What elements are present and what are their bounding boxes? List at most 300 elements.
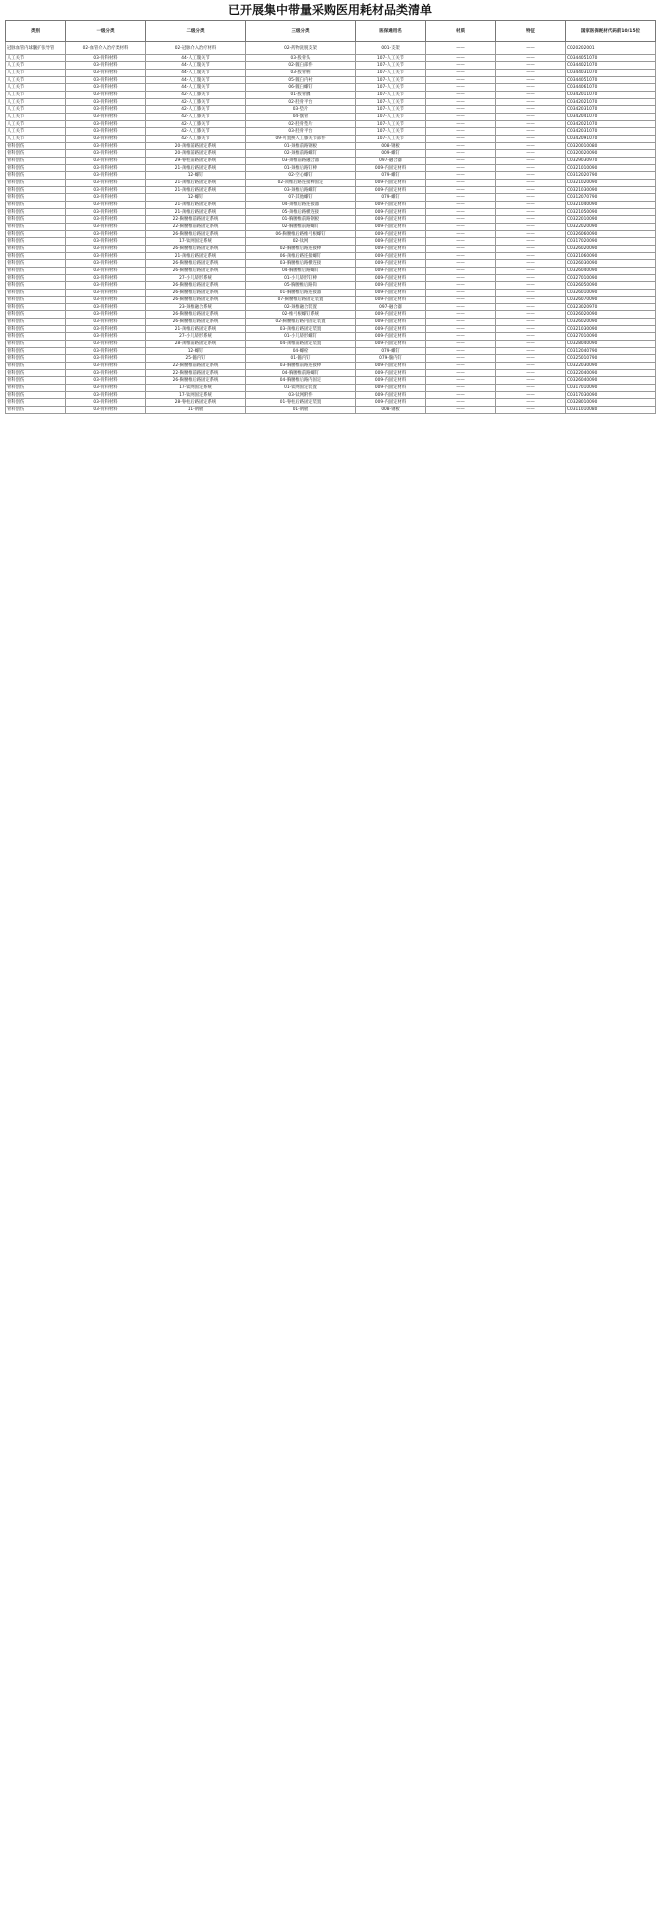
cell-category: 骨科创伤 [6, 399, 66, 406]
cell-level1: 03-骨科材料 [66, 113, 146, 120]
cell-level3: 01-脊柱后路固定装置 [246, 399, 356, 406]
table-row [6, 238, 656, 245]
cell-level2: 21-颈椎后路固定系统 [146, 201, 246, 208]
cell-level1: 03-骨科材料 [66, 282, 146, 289]
header-level1: 一级分类 [66, 21, 146, 42]
cell-feature: —— [496, 186, 566, 193]
cell-generic-name: 009-内固定材料 [356, 384, 426, 391]
cell-code: C0321030090 [566, 326, 656, 333]
table-row [6, 282, 656, 289]
cell-feature: —— [496, 238, 566, 245]
cell-level2: 42-人工膝关节 [146, 128, 246, 135]
cell-generic-name: 009-内固定材料 [356, 238, 426, 245]
table-row [6, 399, 656, 406]
cell-level2: 44-人工髋关节 [146, 84, 246, 91]
cell-level1: 03-骨科材料 [66, 370, 146, 377]
cell-level1: 03-骨科材料 [66, 245, 146, 252]
cell-generic-name: 009-内固定材料 [356, 326, 426, 333]
cell-level1: 03-骨科材料 [66, 304, 146, 311]
cell-level3: 03-垫片 [246, 106, 356, 113]
cell-feature: —— [496, 252, 566, 259]
cell-level2: 12-螺钉 [146, 194, 246, 201]
cell-feature: —— [496, 348, 566, 355]
cell-material: —— [426, 98, 496, 105]
cell-code: C0321040090 [566, 201, 656, 208]
cell-material: —— [426, 223, 496, 230]
table-row [6, 179, 656, 186]
table-row [6, 106, 656, 113]
cell-material: —— [426, 267, 496, 274]
cell-code: C0326020090 [566, 311, 656, 318]
cell-material: —— [426, 406, 496, 413]
cell-level1: 02-血管介入治疗类材料 [66, 42, 146, 55]
cell-level3: 04-髌骨 [246, 113, 356, 120]
cell-feature: —— [496, 194, 566, 201]
cell-level3: 02-髋臼部件 [246, 62, 356, 69]
cell-level1: 03-骨科材料 [66, 392, 146, 399]
header-generic-name: 医保通用名 [356, 21, 426, 42]
cell-code: C0344031070 [566, 69, 656, 76]
cell-category: 骨科创伤 [6, 260, 66, 267]
cell-level1: 03-骨科材料 [66, 333, 146, 340]
cell-material: —— [426, 230, 496, 237]
cell-generic-name: 107-人工关节 [356, 106, 426, 113]
cell-generic-name: 009-内固定材料 [356, 399, 426, 406]
cell-level3: 03-钛网附件 [246, 392, 356, 399]
cell-level3: 07-其他螺钉 [246, 194, 356, 201]
cell-feature: —— [496, 370, 566, 377]
cell-level2: 27-小儿矫形系统 [146, 333, 246, 340]
cell-level2: 42-人工膝关节 [146, 91, 246, 98]
cell-category: 骨科创伤 [6, 252, 66, 259]
cell-level1: 03-骨科材料 [66, 260, 146, 267]
table-row [6, 289, 656, 296]
cell-generic-name: 079-螺钉 [356, 348, 426, 355]
cell-generic-name: 009-内固定材料 [356, 223, 426, 230]
cell-material: —— [426, 245, 496, 252]
cell-level2: 26-胸腰椎后路固定系统 [146, 296, 246, 303]
cell-code: C0342091070 [566, 135, 656, 142]
cell-level3: 03-颈椎后路螺钉 [246, 186, 356, 193]
cell-level1: 03-骨科材料 [66, 348, 146, 355]
cell-level2: 22-胸腰椎前路固定系统 [146, 362, 246, 369]
cell-level2: 12-螺钉 [146, 172, 246, 179]
cell-generic-name: 107-人工关节 [356, 84, 426, 91]
cell-material: —— [426, 355, 496, 362]
cell-level3: 03-胸腰椎前路连接棒 [246, 362, 356, 369]
table-row [6, 172, 656, 179]
cell-level2: 28-颈椎前路固定系统 [146, 340, 246, 347]
table-header-row [6, 21, 656, 42]
cell-code: C0342031070 [566, 106, 656, 113]
cell-generic-name: 079-螺钉 [356, 194, 426, 201]
cell-generic-name: 009-内固定材料 [356, 274, 426, 281]
cell-level1: 03-骨科材料 [66, 69, 146, 76]
table-row [6, 355, 656, 362]
cell-code: C0327010090 [566, 274, 656, 281]
cell-material: —— [426, 106, 496, 113]
cell-level2: 26-胸腰椎后路固定系统 [146, 230, 246, 237]
table-row [6, 208, 656, 215]
cell-category: 骨科创伤 [6, 370, 66, 377]
table-row [6, 252, 656, 259]
cell-generic-name: 107-人工关节 [356, 62, 426, 69]
cell-feature: —— [496, 384, 566, 391]
cell-level2: 44-人工髋关节 [146, 69, 246, 76]
cell-level3: 02-胸腰椎后路连接棒 [246, 245, 356, 252]
cell-category: 人工关节 [6, 128, 66, 135]
table-row [6, 223, 656, 230]
cell-generic-name: 009-内固定材料 [356, 230, 426, 237]
cell-level3: 02-颈椎前路螺钉 [246, 150, 356, 157]
cell-material: —— [426, 208, 496, 215]
table-row [6, 267, 656, 274]
cell-level3: 02-胸腰椎前路螺钉 [246, 223, 356, 230]
cell-level1: 03-骨科材料 [66, 106, 146, 113]
cell-material: —— [426, 384, 496, 391]
table-row [6, 201, 656, 208]
cell-level2: 26-胸腰椎后路固定系统 [146, 289, 246, 296]
cell-generic-name: 009-内固定材料 [356, 311, 426, 318]
cell-material: —— [426, 304, 496, 311]
cell-level2: 22-胸腰椎前路固定系统 [146, 223, 246, 230]
cell-level3: 07-胸腰椎后路固定装置 [246, 296, 356, 303]
cell-level3: 02-颈椎融合装置 [246, 304, 356, 311]
cell-level1: 03-骨科材料 [66, 318, 146, 325]
cell-level3: 03-胫骨平台 [246, 128, 356, 135]
cell-level2: 44-人工髋关节 [146, 76, 246, 83]
cell-category: 骨科创伤 [6, 304, 66, 311]
cell-level3: 01-颈椎后路钉棒 [246, 164, 356, 171]
cell-level3: 04-胸腰椎后路内固定 [246, 377, 356, 384]
cell-level1: 03-骨科材料 [66, 157, 146, 164]
cell-generic-name: 009-内固定材料 [356, 340, 426, 347]
cell-category: 骨科创伤 [6, 245, 66, 252]
cell-level3: 05-胸腰椎后路钩 [246, 282, 356, 289]
cell-category: 骨科创伤 [6, 164, 66, 171]
cell-material: —— [426, 42, 496, 55]
cell-material: —— [426, 326, 496, 333]
cell-material: —— [426, 186, 496, 193]
cell-code: C0317010090 [566, 384, 656, 391]
cell-level1: 03-骨科材料 [66, 55, 146, 62]
cell-category: 骨科创伤 [6, 179, 66, 186]
cell-category: 骨科创伤 [6, 223, 66, 230]
cell-feature: —— [496, 377, 566, 384]
cell-material: —— [426, 377, 496, 384]
cell-feature: —— [496, 274, 566, 281]
cell-level3: 01-髓内钉 [246, 355, 356, 362]
cell-material: —— [426, 289, 496, 296]
table-row [6, 230, 656, 237]
cell-category: 骨科创伤 [6, 186, 66, 193]
table-row [6, 326, 656, 333]
table-row [6, 42, 656, 55]
cell-level3: 09-可置换人工膝关节部件 [246, 135, 356, 142]
cell-level3: 02-椎弓根螺钉系统 [246, 311, 356, 318]
table-row [6, 98, 656, 105]
cell-level3: 02-空心螺钉 [246, 172, 356, 179]
cell-generic-name: 009-内固定材料 [356, 392, 426, 399]
cell-feature: —— [496, 267, 566, 274]
cell-level1: 03-骨科材料 [66, 194, 146, 201]
table-row [6, 76, 656, 83]
cell-category: 人工关节 [6, 76, 66, 83]
cell-generic-name: 009-内固定材料 [356, 289, 426, 296]
cell-level1: 03-骨科材料 [66, 267, 146, 274]
cell-category: 骨科创伤 [6, 216, 66, 223]
cell-code: C0328010090 [566, 399, 656, 406]
cell-feature: —— [496, 406, 566, 413]
table-row [6, 333, 656, 340]
cell-code: C0328040090 [566, 340, 656, 347]
cell-code: C0344061070 [566, 84, 656, 91]
cell-code: C0326010090 [566, 289, 656, 296]
cell-material: —— [426, 142, 496, 149]
cell-level1: 03-骨科材料 [66, 216, 146, 223]
cell-level3: 06-颈椎后路连接螺钉 [246, 252, 356, 259]
cell-material: —— [426, 135, 496, 142]
cell-category: 骨科创伤 [6, 282, 66, 289]
cell-material: —— [426, 150, 496, 157]
cell-code: C0317020090 [566, 238, 656, 245]
cell-generic-name: 009-内固定材料 [356, 377, 426, 384]
cell-category: 骨科创伤 [6, 355, 66, 362]
cell-level1: 03-骨科材料 [66, 399, 146, 406]
cell-level3: 02-药物洗脱支架 [246, 42, 356, 55]
cell-material: —— [426, 252, 496, 259]
cell-generic-name: 009-内固定材料 [356, 318, 426, 325]
cell-category: 骨科创伤 [6, 150, 66, 157]
cell-level3: 03-胸腰椎后路横连接 [246, 260, 356, 267]
cell-level2: 26-胸腰椎后路固定系统 [146, 318, 246, 325]
cell-level1: 03-骨科材料 [66, 340, 146, 347]
cell-code: C0326020090 [566, 318, 656, 325]
cell-material: —— [426, 392, 496, 399]
header-feature: 特征 [496, 21, 566, 42]
table-row [6, 274, 656, 281]
cell-material: —— [426, 296, 496, 303]
cell-level2: 44-人工髋关节 [146, 62, 246, 69]
cell-level3: 03-股骨柄 [246, 69, 356, 76]
cell-category: 骨科创伤 [6, 267, 66, 274]
cell-category: 冠脉血管内球囊扩张导管 [6, 42, 66, 55]
cell-generic-name: 009-内固定材料 [356, 370, 426, 377]
cell-material: —— [426, 113, 496, 120]
cell-material: —— [426, 120, 496, 127]
cell-material: —— [426, 164, 496, 171]
cell-code: C0320020090 [566, 150, 656, 157]
cell-material: —— [426, 194, 496, 201]
cell-level3: 01-钛网固定装置 [246, 384, 356, 391]
cell-level2: 44-人工髋关节 [146, 55, 246, 62]
table-row [6, 216, 656, 223]
cell-level1: 03-骨科材料 [66, 208, 146, 215]
table-body [6, 42, 656, 414]
table-row [6, 142, 656, 149]
cell-feature: —— [496, 128, 566, 135]
cell-level2: 21-颈椎后路固定系统 [146, 164, 246, 171]
cell-material: —— [426, 55, 496, 62]
cell-code: C0322010090 [566, 216, 656, 223]
cell-generic-name: 009-内固定材料 [356, 164, 426, 171]
cell-feature: —— [496, 392, 566, 399]
cell-level1: 03-骨科材料 [66, 274, 146, 281]
cell-feature: —— [496, 362, 566, 369]
cell-category: 人工关节 [6, 98, 66, 105]
cell-material: —— [426, 370, 496, 377]
table-row [6, 84, 656, 91]
cell-generic-name: 079-螺钉 [356, 172, 426, 179]
cell-code: C0322020090 [566, 223, 656, 230]
cell-level3: 01-钢板 [246, 406, 356, 413]
cell-category: 骨科创伤 [6, 318, 66, 325]
cell-level3: 01-胸腰椎后路连接器 [246, 289, 356, 296]
cell-material: —— [426, 62, 496, 69]
cell-level2: 23-颈椎融合系统 [146, 304, 246, 311]
table-row [6, 311, 656, 318]
document-title: 已开展集中带量采购医用耗材品类清单 [227, 3, 432, 17]
cell-level2: 20-颈椎前路固定系统 [146, 142, 246, 149]
cell-feature: —— [496, 76, 566, 83]
cell-level3: 04-胸腰椎后路螺钉 [246, 267, 356, 274]
cell-feature: —— [496, 179, 566, 186]
cell-code: C0326020090 [566, 245, 656, 252]
cell-level2: 11-钢板 [146, 406, 246, 413]
cell-level1: 03-骨科材料 [66, 135, 146, 142]
cell-level2: 42-人工膝关节 [146, 98, 246, 105]
cell-generic-name: 107-人工关节 [356, 98, 426, 105]
cell-level1: 03-骨科材料 [66, 98, 146, 105]
table-row [6, 157, 656, 164]
cell-category: 骨科创伤 [6, 274, 66, 281]
cell-level3: 01-小儿矫形钉棒 [246, 274, 356, 281]
cell-level2: 26-胸腰椎后路固定系统 [146, 260, 246, 267]
table-row [6, 370, 656, 377]
cell-code: C0342021070 [566, 98, 656, 105]
cell-generic-name: 009-内固定材料 [356, 296, 426, 303]
cell-generic-name: 107-人工关节 [356, 69, 426, 76]
table-row [6, 340, 656, 347]
cell-level3: 06-胸腰椎后路椎弓根螺钉 [246, 230, 356, 237]
cell-category: 骨科创伤 [6, 201, 66, 208]
cell-material: —— [426, 128, 496, 135]
table-row [6, 69, 656, 76]
cell-level2: 29-脊柱前路固定系统 [146, 157, 246, 164]
cell-material: —— [426, 348, 496, 355]
cell-level2: 42-人工膝关节 [146, 106, 246, 113]
cell-level2: 21-颈椎后路固定系统 [146, 208, 246, 215]
cell-generic-name: 008-钢板 [356, 142, 426, 149]
cell-code: C0321060090 [566, 252, 656, 259]
cell-code: C0326030090 [566, 260, 656, 267]
cell-material: —— [426, 362, 496, 369]
cell-feature: —— [496, 113, 566, 120]
cell-level1: 03-骨科材料 [66, 142, 146, 149]
cell-feature: —— [496, 84, 566, 91]
table-row [6, 62, 656, 69]
cell-material: —— [426, 318, 496, 325]
cell-feature: —— [496, 223, 566, 230]
header-code: 国家医保耗材代码前10/15位 [566, 21, 656, 42]
cell-material: —— [426, 91, 496, 98]
cell-code: C0322040090 [566, 370, 656, 377]
cell-code: C0342021070 [566, 120, 656, 127]
cell-level2: 21-颈椎后路固定系统 [146, 252, 246, 259]
cell-category: 骨科创伤 [6, 311, 66, 318]
cell-feature: —— [496, 135, 566, 142]
cell-level2: 21-颈椎后路固定系统 [146, 186, 246, 193]
cell-generic-name: 009-内固定材料 [356, 282, 426, 289]
cell-level3: 05-髋臼内衬 [246, 76, 356, 83]
cell-feature: —— [496, 157, 566, 164]
cell-level2: 12-螺钉 [146, 348, 246, 355]
cell-level3: 04-胸腰椎前路螺钉 [246, 370, 356, 377]
cell-generic-name: 107-人工关节 [356, 113, 426, 120]
cell-level1: 03-骨科材料 [66, 289, 146, 296]
cell-feature: —— [496, 142, 566, 149]
cell-feature: —— [496, 98, 566, 105]
cell-level1: 03-骨科材料 [66, 150, 146, 157]
cell-material: —— [426, 157, 496, 164]
cell-level3: 02-颈椎后路连接棒固定 [246, 179, 356, 186]
cell-level1: 03-骨科材料 [66, 377, 146, 384]
cell-material: —— [426, 172, 496, 179]
cell-level3: 02-胫骨垫片 [246, 120, 356, 127]
cell-level2: 42-人工膝关节 [146, 113, 246, 120]
cell-code: C0325010790 [566, 355, 656, 362]
cell-level3: 04-颈椎后路连接器 [246, 201, 356, 208]
cell-category: 人工关节 [6, 55, 66, 62]
cell-feature: —— [496, 106, 566, 113]
cell-feature: —— [496, 245, 566, 252]
cell-level2: 17-钛网固定系统 [146, 238, 246, 245]
cell-level2: 17-钛网固定系统 [146, 392, 246, 399]
table-row [6, 186, 656, 193]
cell-generic-name: 009-内固定材料 [356, 208, 426, 215]
cell-code: C0326040090 [566, 267, 656, 274]
cell-category: 骨科创伤 [6, 377, 66, 384]
cell-level3: 03-颈椎后路固定装置 [246, 326, 356, 333]
table-row [6, 384, 656, 391]
cell-feature: —— [496, 340, 566, 347]
cell-generic-name: 107-人工关节 [356, 120, 426, 127]
cell-category: 骨科创伤 [6, 348, 66, 355]
cell-level1: 03-骨科材料 [66, 164, 146, 171]
table-row [6, 348, 656, 355]
cell-code: C0323020970 [566, 304, 656, 311]
cell-level1: 03-骨科材料 [66, 128, 146, 135]
cell-level3: 03-股骨头 [246, 55, 356, 62]
cell-material: —— [426, 84, 496, 91]
cell-code: C0321020090 [566, 179, 656, 186]
cell-level1: 03-骨科材料 [66, 91, 146, 98]
cell-feature: —— [496, 216, 566, 223]
cell-category: 骨科创伤 [6, 230, 66, 237]
cell-level1: 03-骨科材料 [66, 311, 146, 318]
header-material: 材质 [426, 21, 496, 42]
table-row [6, 55, 656, 62]
cell-level2: 27-小儿矫形系统 [146, 274, 246, 281]
cell-feature: —— [496, 201, 566, 208]
cell-code: C0312070790 [566, 194, 656, 201]
table-row [6, 135, 656, 142]
cell-material: —— [426, 340, 496, 347]
cell-level3: 02-胫骨平台 [246, 98, 356, 105]
cell-level1: 03-骨科材料 [66, 326, 146, 333]
cell-generic-name: 008-钢板 [356, 406, 426, 413]
cell-feature: —— [496, 333, 566, 340]
